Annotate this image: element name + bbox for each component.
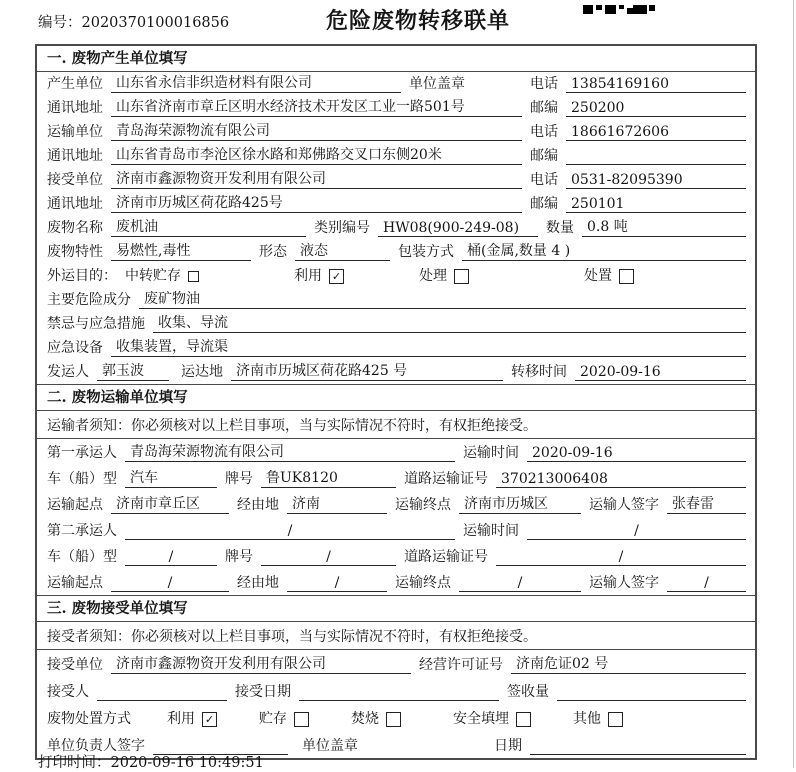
waste-category-value: HW08(900-249-08) (378, 220, 538, 237)
print-time-value: 2020-09-16 10:49:51 (110, 755, 264, 771)
route2-row (37, 569, 755, 595)
accept-person-label: 接受人 (47, 684, 89, 700)
disposal-incinerate-label: 焚烧 (351, 711, 379, 727)
transporter-phone-value: 18661672606 (566, 124, 746, 141)
route2-sign-value: / (667, 575, 746, 592)
serial-value: 2020370100016856 (81, 15, 230, 31)
responsible-sign-label: 单位负责人签字 (47, 738, 145, 754)
disposal-option-other (573, 708, 623, 728)
purpose-option-treat (419, 265, 469, 285)
disposal-utilize-label: 利用 (167, 711, 195, 727)
hazard-component-value: 废矿物油 (139, 288, 746, 309)
transfer-purpose-row (37, 264, 755, 288)
checkbox-checked-icon: ✓ (329, 269, 344, 284)
vehicle1-plate-value: 鲁UK8120 (261, 467, 396, 488)
waste-quantity-value: 0.8 吨 (582, 216, 746, 237)
accept-unit-value: 济南市鑫源物资开发利用有限公司 (111, 653, 411, 674)
checkbox-icon (619, 269, 634, 284)
transporter-unit-label: 运输单位 (47, 124, 103, 140)
checkbox-checked-icon: ✓ (202, 712, 217, 727)
producer-unit-value: 山东省永信非织造材料有限公司 (111, 72, 401, 93)
waste-packing-value: 桶(金属,数量 4 ) (462, 240, 746, 261)
emergency-equipment-value: 收集装置，导流渠 (111, 336, 746, 357)
vehicle2-row (37, 543, 755, 569)
waste-name-label: 废物名称 (47, 220, 103, 236)
accept-person-row (37, 677, 755, 704)
checkbox-icon (516, 712, 531, 727)
second-carrier-value: / (125, 523, 455, 540)
receiver-unit-value: 济南市鑫源物资开发利用有限公司 (111, 168, 522, 189)
waste-form-label: 形态 (259, 244, 287, 260)
accept-date-value (299, 700, 499, 701)
receiver-postcode-value: 250101 (566, 196, 746, 213)
vehicle1-license-label: 道路运输证号 (404, 471, 488, 487)
vehicle2-license-value: / (496, 549, 746, 566)
disposal-method-label: 废物处置方式 (47, 711, 131, 727)
section2-notice: 运输者须知：你必须核对以上栏目事项，当与实际情况不符时，有权拒绝接受。 (37, 411, 755, 439)
operating-license-label: 经营许可证号 (419, 657, 503, 673)
section2-title: 二. 废物运输单位填写 (37, 384, 755, 411)
transporter-address-label: 通讯地址 (47, 148, 103, 164)
purpose-treat-label: 处理 (419, 268, 447, 284)
transport-time-label: 运输时间 (463, 445, 519, 461)
receiver-postcode-label: 邮编 (530, 196, 558, 212)
signoff-date-label: 日期 (494, 738, 522, 754)
purpose-option-dispose (584, 265, 634, 285)
purpose-storage-label: 中转贮存 (125, 268, 181, 284)
transporter-address-row (37, 144, 755, 168)
signoff-date-value (530, 754, 746, 755)
disposal-method-row (37, 704, 755, 731)
checkbox-icon (294, 712, 309, 727)
waste-quantity-label: 数量 (546, 220, 574, 236)
vehicle1-license-value: 370213006408 (496, 471, 746, 488)
first-carrier-label: 第一承运人 (47, 445, 117, 461)
purpose-option-storage (125, 265, 199, 285)
dispatcher-label: 发运人 (47, 364, 89, 380)
accept-person-value (97, 700, 227, 701)
purpose-utilize-label: 利用 (294, 268, 322, 284)
disposal-other-label: 其他 (573, 711, 601, 727)
checkbox-icon (386, 712, 401, 727)
route1-via-value: 济南 (287, 493, 387, 514)
route1-end-label: 运输终点 (395, 497, 451, 513)
transport-time2-label: 运输时间 (463, 523, 519, 539)
vehicle1-row (37, 465, 755, 491)
destination-value: 济南市历城区荷花路425 号 (231, 360, 503, 381)
emergency-measures-label: 禁忌与应急措施 (47, 316, 145, 332)
checkbox-icon (188, 271, 199, 282)
producer-unit-row (37, 72, 755, 96)
waste-property-label: 废物特性 (47, 244, 103, 260)
producer-phone-value: 13854169160 (566, 76, 746, 93)
emergency-equipment-label: 应急设备 (47, 340, 103, 356)
producer-address-value: 山东省济南市章丘区明水经济技术开发区工业一路501号 (111, 96, 522, 117)
second-carrier-row (37, 517, 755, 543)
receiver-phone-label: 电话 (530, 172, 558, 188)
route2-start-label: 运输起点 (47, 575, 103, 591)
receiver-address-label: 通讯地址 (47, 196, 103, 212)
first-carrier-value: 青岛海荣源物流有限公司 (125, 441, 455, 462)
waste-name-value: 废机油 (111, 216, 306, 237)
first-carrier-row (37, 439, 755, 465)
unit-seal-label: 单位盖章 (302, 738, 358, 754)
producer-address-row (37, 96, 755, 120)
vehicle2-type-value: / (125, 549, 217, 566)
qr-code-fragment-icon (583, 0, 655, 19)
signed-amount-label: 签收量 (507, 684, 549, 700)
producer-unit-label: 产生单位 (47, 76, 103, 92)
route2-end-value: / (459, 575, 581, 592)
print-time-label: 打印时间： (38, 755, 111, 771)
accept-unit-row (37, 650, 755, 677)
receiver-address-row (37, 192, 755, 216)
vehicle2-plate-label: 牌号 (225, 549, 253, 565)
dispatch-row (37, 360, 755, 384)
producer-phone-label: 电话 (530, 76, 558, 92)
dispatcher-value: 郭玉波 (97, 360, 169, 381)
receiver-address-value: 济南市历城区荷花路425号 (111, 192, 522, 213)
route1-sign-label: 运输人签字 (589, 497, 659, 513)
route1-end-value: 济南市历城区 (459, 493, 581, 514)
transporter-unit-value: 青岛海荣源物流有限公司 (111, 120, 522, 141)
emergency-measures-value: 收集、导流 (153, 312, 746, 333)
transport-time2-value: / (527, 523, 746, 540)
section3-notice: 接受者须知：你必须核对以上栏目事项，当与实际情况不符时，有权拒绝接受。 (37, 622, 755, 650)
route2-end-label: 运输终点 (395, 575, 451, 591)
receiver-phone-value: 0531-82095390 (566, 172, 746, 189)
waste-property-value: 易燃性,毒性 (111, 240, 251, 261)
destination-label: 运达地 (181, 364, 223, 380)
purpose-dispose-label: 处置 (584, 268, 612, 284)
transfer-purpose-label: 外运目的： (47, 268, 117, 284)
scan-page-edge (793, 0, 794, 768)
transporter-address-value: 山东省青岛市李沧区徐水路和郑佛路交叉口东侧20米 (111, 144, 522, 165)
vehicle2-type-label: 车（船）型 (47, 549, 117, 565)
checkbox-icon (454, 269, 469, 284)
producer-postcode-value: 250200 (566, 100, 746, 117)
receiver-unit-row (37, 168, 755, 192)
signed-amount-value (557, 700, 746, 701)
route2-start-value: / (111, 575, 229, 592)
route1-row (37, 491, 755, 517)
serial-number (38, 11, 229, 32)
transfer-time-value: 2020-09-16 (575, 364, 746, 381)
manifest-form (35, 44, 757, 760)
vehicle2-license-label: 道路运输证号 (404, 549, 488, 565)
purpose-option-utilize (294, 265, 344, 285)
waste-packing-label: 包装方式 (398, 244, 454, 260)
accept-date-label: 接受日期 (235, 684, 291, 700)
disposal-option-storage (259, 708, 309, 728)
section3-title: 三. 废物接受单位填写 (37, 595, 755, 622)
operating-license-value: 济南危证02 号 (511, 653, 746, 674)
route1-sign-value: 张春雷 (667, 493, 746, 514)
waste-form-value: 液态 (295, 240, 390, 261)
waste-category-label: 类别编号 (314, 220, 370, 236)
route2-via-value: / (287, 575, 387, 592)
accept-unit-label: 接受单位 (47, 657, 103, 673)
vehicle2-plate-value: / (261, 549, 396, 566)
hazard-component-row (37, 288, 755, 312)
route1-start-value: 济南市章丘区 (111, 493, 229, 514)
second-carrier-label: 第二承运人 (47, 523, 117, 539)
vehicle1-type-label: 车（船）型 (47, 471, 117, 487)
receiver-unit-label: 接受单位 (47, 172, 103, 188)
section1-title: 一. 废物产生单位填写 (37, 46, 755, 72)
disposal-option-utilize (167, 708, 217, 728)
checkbox-icon (608, 712, 623, 727)
route2-via-label: 经由地 (237, 575, 279, 591)
vehicle1-plate-label: 牌号 (225, 471, 253, 487)
transfer-time-label: 转移时间 (511, 364, 567, 380)
route1-start-label: 运输起点 (47, 497, 103, 513)
transporter-unit-row (37, 120, 755, 144)
hazard-component-label: 主要危险成分 (47, 292, 131, 308)
transport-time-value: 2020-09-16 (527, 445, 746, 462)
waste-property-row (37, 240, 755, 264)
serial-label: 编号： (38, 15, 82, 31)
producer-address-label: 通讯地址 (47, 100, 103, 116)
page-title: 危险废物转移联单 (326, 8, 511, 34)
producer-seal-label: 单位盖章 (409, 76, 465, 92)
route2-sign-label: 运输人签字 (589, 575, 659, 591)
transporter-postcode-value (566, 164, 746, 165)
route1-via-label: 经由地 (237, 497, 279, 513)
transporter-postcode-label: 邮编 (530, 148, 558, 164)
producer-postcode-label: 邮编 (530, 100, 558, 116)
emergency-equipment-row (37, 336, 755, 360)
disposal-landfill-label: 安全填埋 (453, 711, 509, 727)
transporter-phone-label: 电话 (530, 124, 558, 140)
print-timestamp (38, 751, 264, 772)
disposal-option-landfill (453, 708, 531, 728)
waste-name-row (37, 216, 755, 240)
emergency-measures-row (37, 312, 755, 336)
vehicle1-type-value: 汽车 (125, 467, 217, 488)
disposal-storage-label: 贮存 (259, 711, 287, 727)
disposal-option-incinerate (351, 708, 401, 728)
